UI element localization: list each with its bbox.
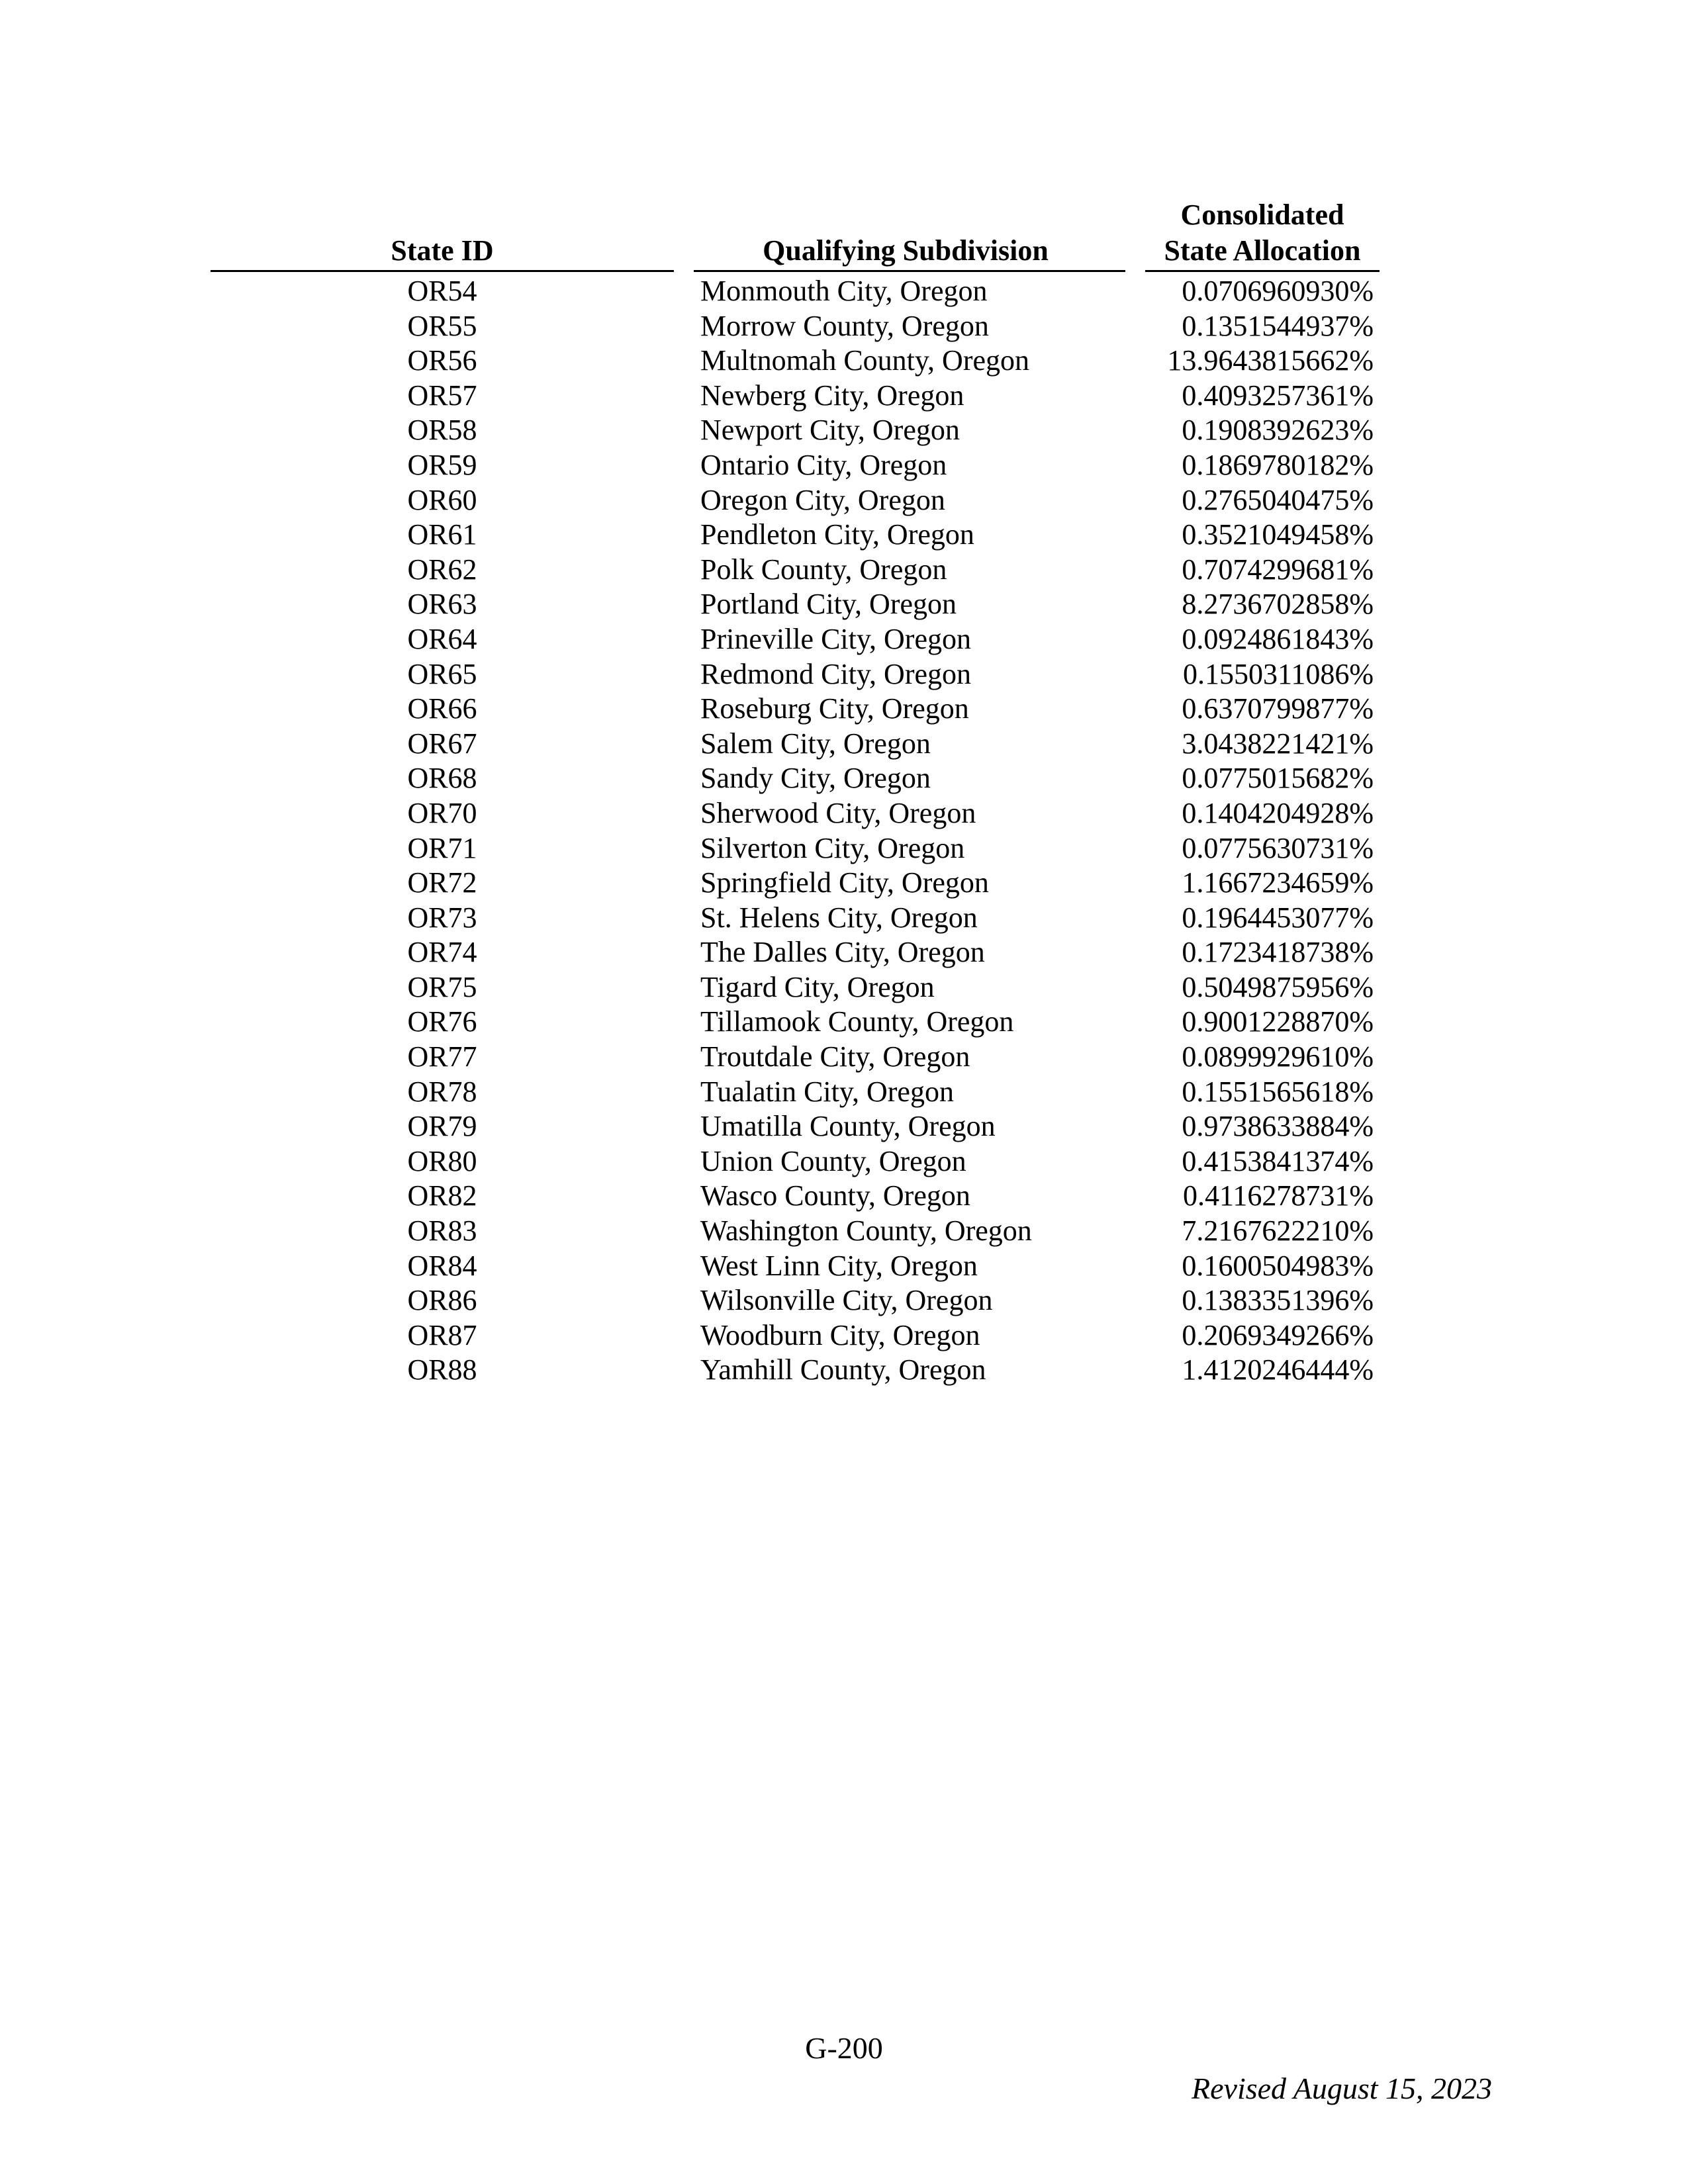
state-id-cell: OR88 xyxy=(407,1353,477,1387)
state-id-cell: OR79 xyxy=(407,1110,477,1143)
subdivision-cell: Roseburg City, Oregon xyxy=(700,692,969,725)
state-id-cell: OR77 xyxy=(407,1040,477,1073)
allocation-table-body xyxy=(0,274,1688,1388)
table-row xyxy=(0,761,1688,796)
subdivision-cell: Multnomah County, Oregon xyxy=(700,344,1029,377)
subdivision-cell: Umatilla County, Oregon xyxy=(700,1110,996,1143)
state-id-cell: OR57 xyxy=(407,379,477,412)
allocation-cell: 0.4116278731% xyxy=(1182,1179,1374,1212)
subdivision-cell: Monmouth City, Oregon xyxy=(700,275,988,307)
subdivision-cell: Tigard City, Oregon xyxy=(700,970,935,1003)
allocation-cell: 0.4153841374% xyxy=(1182,1144,1374,1177)
table-row xyxy=(0,1318,1688,1353)
state-id-cell: OR59 xyxy=(407,448,477,481)
table-row xyxy=(0,1040,1688,1075)
subdivision-cell: St. Helens City, Oregon xyxy=(700,901,978,934)
subdivision-cell: Portland City, Oregon xyxy=(700,588,957,621)
allocation-cell: 0.0775015682% xyxy=(1182,762,1374,795)
state-id-cell: OR65 xyxy=(407,657,477,690)
subdivision-cell: Sandy City, Oregon xyxy=(700,762,931,795)
table-row xyxy=(0,413,1688,448)
header-allocation-line2: State Allocation xyxy=(1164,234,1361,267)
table-row xyxy=(0,1075,1688,1110)
subdivision-cell: Yamhill County, Oregon xyxy=(700,1353,986,1387)
state-id-cell: OR54 xyxy=(407,275,477,307)
state-id-cell: OR66 xyxy=(407,692,477,725)
header-allocation-line1: Consolidated xyxy=(1180,199,1344,231)
table-row xyxy=(0,309,1688,344)
allocation-cell: 3.0438221421% xyxy=(1182,727,1374,760)
subdivision-cell: Washington County, Oregon xyxy=(700,1214,1032,1248)
table-row xyxy=(0,727,1688,762)
table-row xyxy=(0,901,1688,936)
state-id-cell: OR73 xyxy=(407,901,477,934)
table-row xyxy=(0,831,1688,866)
subdivision-cell: West Linn City, Oregon xyxy=(700,1249,978,1282)
state-id-cell: OR55 xyxy=(407,309,477,342)
state-id-cell: OR60 xyxy=(407,483,477,516)
allocation-cell: 0.2765040475% xyxy=(1182,483,1374,516)
allocation-cell: 0.5049875956% xyxy=(1182,970,1374,1003)
page-number: G-200 xyxy=(805,2031,883,2065)
allocation-cell: 0.7074299681% xyxy=(1182,553,1374,586)
state-id-cell: OR58 xyxy=(407,414,477,447)
subdivision-cell: Woodburn City, Oregon xyxy=(700,1318,980,1351)
state-id-cell: OR67 xyxy=(407,727,477,760)
allocation-cell: 0.9738633884% xyxy=(1182,1110,1374,1143)
allocation-cell: 0.0775630731% xyxy=(1182,831,1374,864)
table-row xyxy=(0,343,1688,379)
state-id-cell: OR56 xyxy=(407,344,477,377)
state-id-cell: OR75 xyxy=(407,970,477,1003)
allocation-cell: 0.1869780182% xyxy=(1182,448,1374,481)
table-row xyxy=(0,1179,1688,1214)
table-row xyxy=(0,1249,1688,1284)
table-row xyxy=(0,553,1688,588)
table-row xyxy=(0,970,1688,1005)
header-state-id: State ID xyxy=(391,234,494,267)
table-row xyxy=(0,796,1688,831)
table-row xyxy=(0,1109,1688,1144)
table-row xyxy=(0,1283,1688,1318)
allocation-cell: 0.1351544937% xyxy=(1182,309,1374,342)
state-id-cell: OR76 xyxy=(407,1005,477,1038)
state-id-cell: OR61 xyxy=(407,518,477,551)
table-row xyxy=(0,866,1688,901)
subdivision-cell: Springfield City, Oregon xyxy=(700,866,989,899)
table-row xyxy=(0,1005,1688,1040)
subdivision-cell: Tualatin City, Oregon xyxy=(700,1075,954,1108)
state-id-cell: OR80 xyxy=(407,1144,477,1177)
state-id-cell: OR63 xyxy=(407,588,477,621)
subdivision-cell: Redmond City, Oregon xyxy=(700,657,971,690)
table-row xyxy=(0,692,1688,727)
state-id-cell: OR72 xyxy=(407,866,477,899)
state-id-cell: OR62 xyxy=(407,553,477,586)
table-row xyxy=(0,622,1688,657)
header-rule-allocation xyxy=(1145,270,1380,272)
table-row xyxy=(0,518,1688,553)
subdivision-cell: Salem City, Oregon xyxy=(700,727,931,760)
allocation-cell: 0.0706960930% xyxy=(1182,275,1374,307)
revised-date: Revised August 15, 2023 xyxy=(1192,2071,1492,2105)
subdivision-cell: Sherwood City, Oregon xyxy=(700,796,976,829)
state-id-cell: OR71 xyxy=(407,831,477,864)
subdivision-cell: Prineville City, Oregon xyxy=(700,622,971,655)
allocation-cell: 0.1908392623% xyxy=(1182,414,1374,447)
table-row xyxy=(0,379,1688,414)
state-id-cell: OR83 xyxy=(407,1214,477,1248)
subdivision-cell: Oregon City, Oregon xyxy=(700,483,945,516)
subdivision-cell: Morrow County, Oregon xyxy=(700,309,989,342)
table-row xyxy=(0,448,1688,483)
subdivision-cell: Troutdale City, Oregon xyxy=(700,1040,970,1073)
subdivision-cell: Silverton City, Oregon xyxy=(700,831,965,864)
allocation-cell: 0.1964453077% xyxy=(1182,901,1374,934)
allocation-cell: 0.0899929610% xyxy=(1182,1040,1374,1073)
state-id-cell: OR84 xyxy=(407,1249,477,1282)
state-id-cell: OR64 xyxy=(407,622,477,655)
allocation-cell: 0.1550311086% xyxy=(1182,657,1374,690)
state-id-cell: OR68 xyxy=(407,762,477,795)
table-row xyxy=(0,483,1688,518)
state-id-cell: OR86 xyxy=(407,1284,477,1317)
subdivision-cell: Newberg City, Oregon xyxy=(700,379,964,412)
subdivision-cell: Tillamook County, Oregon xyxy=(700,1005,1014,1038)
allocation-cell: 0.1404204928% xyxy=(1182,796,1374,829)
header-rule-subdivision xyxy=(694,270,1125,272)
subdivision-cell: Polk County, Oregon xyxy=(700,553,947,586)
state-id-cell: OR78 xyxy=(407,1075,477,1108)
state-id-cell: OR82 xyxy=(407,1179,477,1212)
allocation-cell: 0.4093257361% xyxy=(1182,379,1374,412)
state-id-cell: OR70 xyxy=(407,796,477,829)
allocation-cell: 0.1383351396% xyxy=(1182,1284,1374,1317)
allocation-cell: 0.6370799877% xyxy=(1182,692,1374,725)
allocation-cell: 8.2736702858% xyxy=(1182,588,1374,621)
table-row xyxy=(0,587,1688,622)
table-row xyxy=(0,657,1688,692)
subdivision-cell: Wasco County, Oregon xyxy=(700,1179,970,1212)
table-row xyxy=(0,1214,1688,1249)
allocation-cell: 1.1667234659% xyxy=(1182,866,1374,899)
subdivision-cell: The Dalles City, Oregon xyxy=(700,936,985,969)
subdivision-cell: Wilsonville City, Oregon xyxy=(700,1284,993,1317)
subdivision-cell: Union County, Oregon xyxy=(700,1144,966,1177)
allocation-cell: 0.1551565618% xyxy=(1182,1075,1374,1108)
header-rule-state-id xyxy=(211,270,674,272)
table-row xyxy=(0,1144,1688,1179)
allocation-cell: 0.0924861843% xyxy=(1182,622,1374,655)
allocation-cell: 0.1600504983% xyxy=(1182,1249,1374,1282)
header-qualifying-subdivision: Qualifying Subdivision xyxy=(763,234,1049,267)
allocation-cell: 0.2069349266% xyxy=(1182,1318,1374,1351)
allocation-cell: 0.3521049458% xyxy=(1182,518,1374,551)
subdivision-cell: Pendleton City, Oregon xyxy=(700,518,974,551)
allocation-cell: 0.9001228870% xyxy=(1182,1005,1374,1038)
table-row xyxy=(0,1353,1688,1388)
table-row xyxy=(0,935,1688,970)
subdivision-cell: Newport City, Oregon xyxy=(700,414,960,447)
allocation-cell: 1.4120246444% xyxy=(1182,1353,1374,1387)
state-id-cell: OR87 xyxy=(407,1318,477,1351)
allocation-cell: 0.1723418738% xyxy=(1182,936,1374,969)
table-row xyxy=(0,274,1688,309)
subdivision-cell: Ontario City, Oregon xyxy=(700,448,947,481)
allocation-cell: 13.9643815662% xyxy=(1167,344,1374,377)
state-id-cell: OR74 xyxy=(407,936,477,969)
allocation-cell: 7.2167622210% xyxy=(1182,1214,1374,1248)
